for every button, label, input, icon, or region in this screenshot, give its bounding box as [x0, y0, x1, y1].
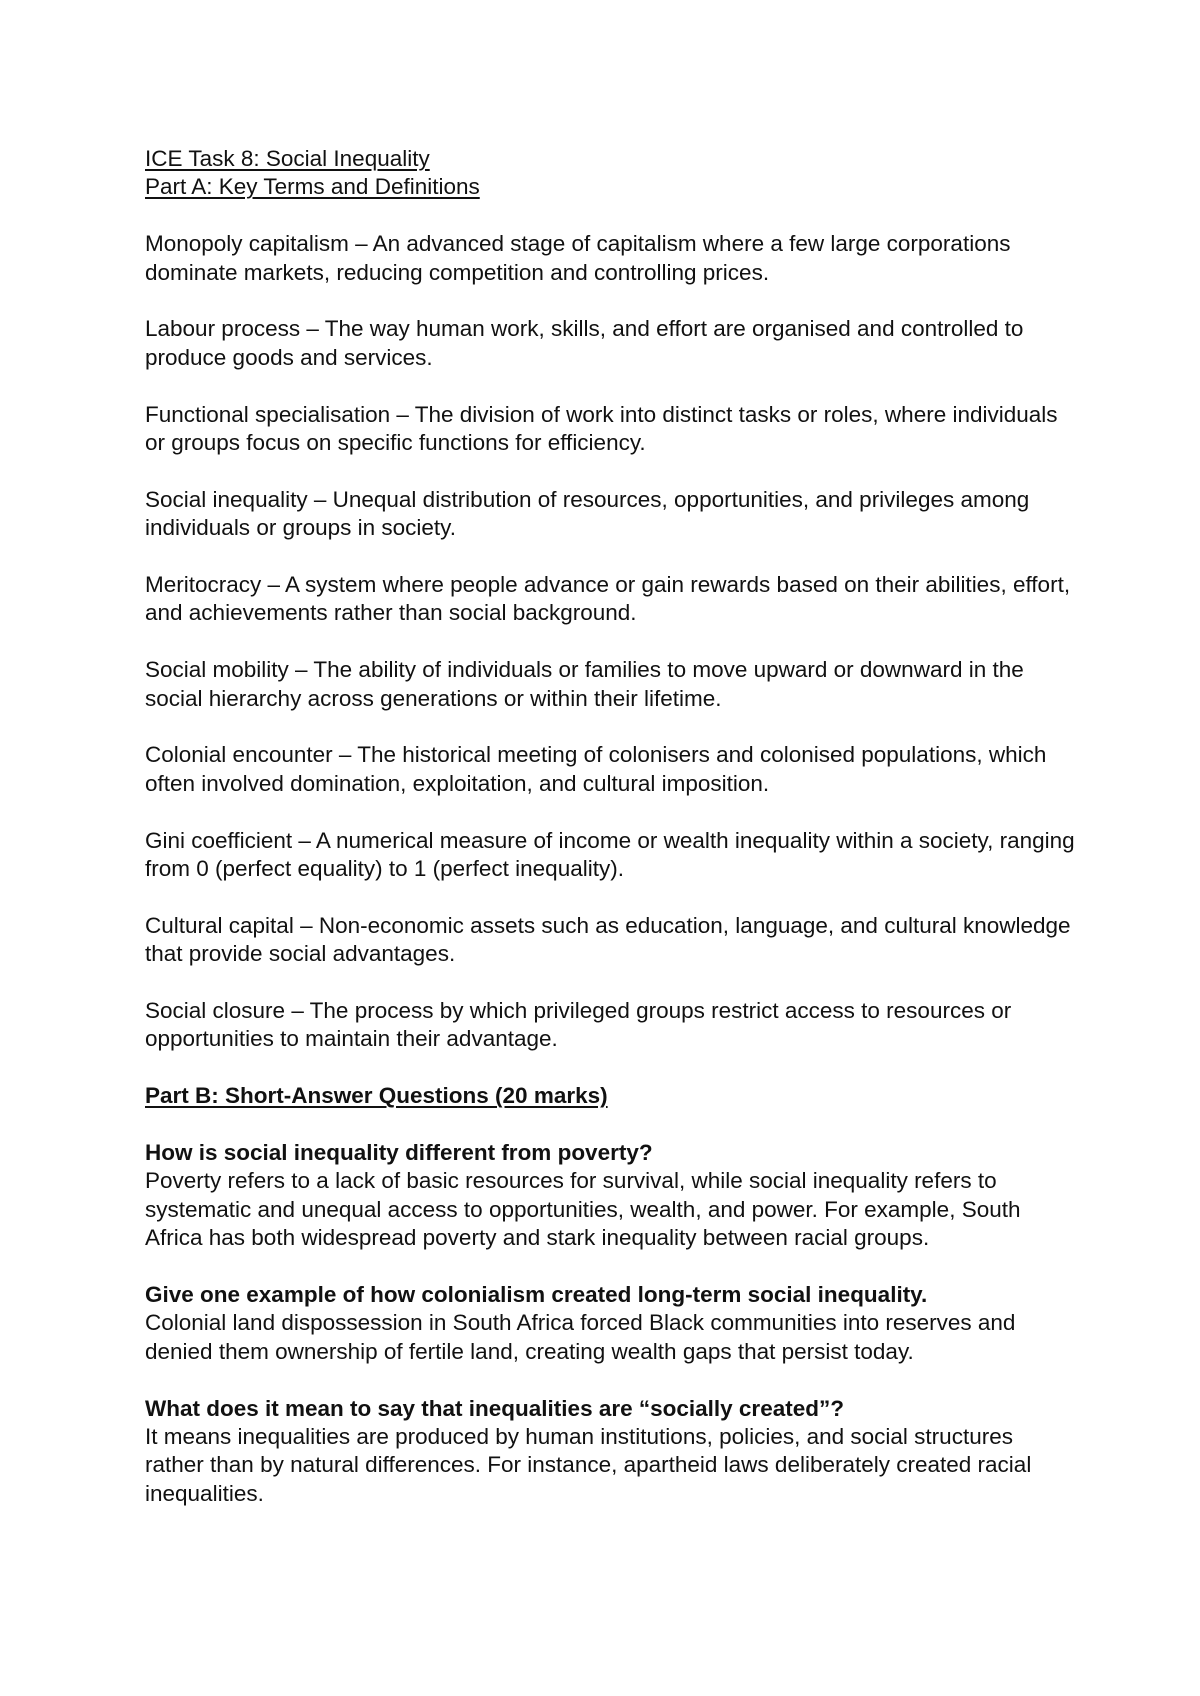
- spacer: [145, 1253, 1075, 1281]
- spacer: [145, 1366, 1075, 1394]
- answer-text: Colonial land dispossession in South Africa forced Black communities into reserves and denied them ownership of fertile land, creating wealth gaps that persist today.: [145, 1310, 1016, 1364]
- spacer: [145, 883, 1075, 911]
- spacer: [145, 372, 1075, 400]
- question-block: [145, 1139, 1075, 1253]
- spacer: [145, 1054, 1075, 1082]
- spacer: [145, 457, 1075, 485]
- definition-cultural-capital: Cultural capital – Non-economic assets such as education, language, and cultural knowledge that provide social advantages.: [145, 912, 1071, 967]
- question-block: [145, 1281, 1075, 1366]
- definition-labour-process: Labour process – The way human work, skills, and effort are organised and controlled to produce goods and services.: [145, 316, 1024, 370]
- answer-text: It means inequalities are produced by human institutions, policies, and social structures rather than by natural differences. For instance, apartheid laws deliberately created racial inequalities.: [145, 1424, 1032, 1506]
- question-block: [145, 1395, 1075, 1509]
- spacer: [145, 543, 1075, 571]
- question-text: What does it mean to say that inequalities are “socially created”?: [145, 1395, 844, 1421]
- definition-social-closure: Social closure – The process by which privileged groups restrict access to resources or opportunities to maintain their advantage.: [145, 998, 1012, 1052]
- definition-social-mobility: Social mobility – The ability of individuals or families to move upward or downward in the social hierarchy across generations or within their lifetime.: [145, 657, 1024, 711]
- spacer: [145, 969, 1075, 997]
- definition-functional-specialisation: Functional specialisation – The division of work into distinct tasks or roles, where individuals or groups focus on specific functions for efficiency.: [145, 401, 1058, 456]
- definition-colonial-encounter: Colonial encounter – The historical meeting of colonisers and colonised populations, which often involved domination, exploitation, and cultural imposition.: [145, 742, 1047, 796]
- document-title: ICE Task 8: Social Inequality: [145, 146, 430, 171]
- definition-social-inequality: Social inequality – Unequal distribution of resources, opportunities, and privileges among individuals or groups in society.: [145, 486, 1030, 541]
- question-text: How is social inequality different from poverty?: [145, 1140, 653, 1166]
- answer-text: Poverty refers to a lack of basic resources for survival, while social inequality refers to systematic and unequal access to opportunities, wealth, and power. For example, South Africa has both widespread poverty and stark inequality between racial groups.: [145, 1168, 1021, 1251]
- spacer: [145, 1111, 1075, 1139]
- spacer: [145, 202, 1075, 230]
- part-b-heading: Part B: Short-Answer Questions (20 marks): [145, 1083, 608, 1109]
- part-a-heading: Part A: Key Terms and Definitions: [145, 174, 480, 200]
- question-text: Give one example of how colonialism created long-term social inequality.: [145, 1282, 928, 1308]
- definition-gini-coefficient: Gini coefficient – A numerical measure of income or wealth inequality within a society, ranging from 0 (perfect equality) to 1 (perfect inequality).: [145, 827, 1075, 882]
- spacer: [145, 798, 1075, 826]
- spacer: [145, 628, 1075, 656]
- definition-monopoly-capitalism: Monopoly capitalism – An advanced stage of capitalism where a few large corporations dominate markets, reducing competition and controlling prices.: [145, 231, 1011, 285]
- spacer: [145, 713, 1075, 741]
- document-body: [145, 145, 1075, 1508]
- definition-meritocracy: Meritocracy – A system where people advance or gain rewards based on their abilities, effort, and achievements rather than social background.: [145, 572, 1071, 626]
- spacer: [145, 287, 1075, 315]
